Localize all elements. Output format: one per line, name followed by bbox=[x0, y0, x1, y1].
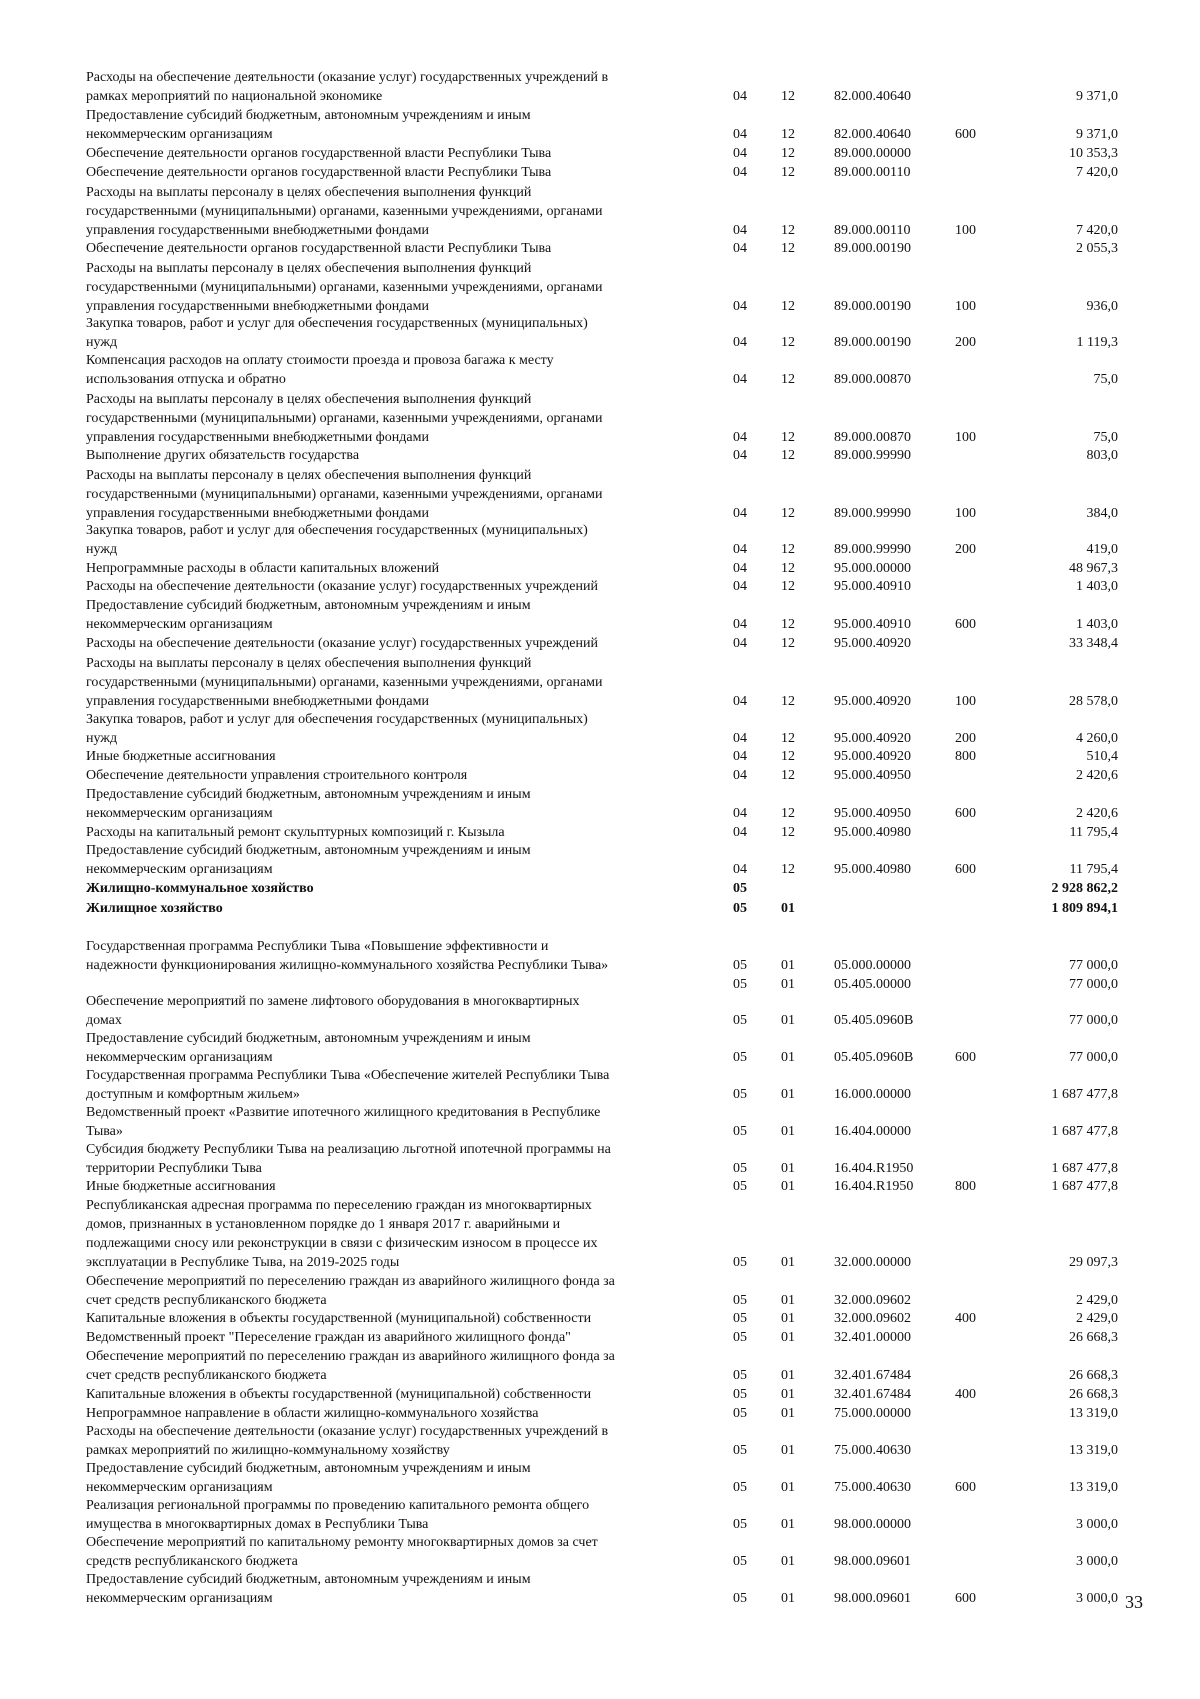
row-subsection-code: 01 bbox=[781, 1311, 795, 1326]
row-section-code: 04 bbox=[733, 579, 747, 594]
row-section-code: 05 bbox=[733, 977, 747, 992]
row-section-code: 05 bbox=[733, 1591, 747, 1606]
row-expense-type: 400 bbox=[955, 1387, 976, 1402]
row-target-article: 95.000.40980 bbox=[834, 862, 911, 877]
row-subsection-code: 01 bbox=[781, 1554, 795, 1569]
row-name: Иные бюджетные ассигнования bbox=[86, 749, 276, 764]
row-section-code: 04 bbox=[733, 89, 747, 104]
page-number: 33 bbox=[1125, 1592, 1143, 1612]
row-expense-type: 600 bbox=[955, 127, 976, 142]
row-section-code: 05 bbox=[733, 1443, 747, 1458]
row-section-code: 05 bbox=[733, 1255, 747, 1270]
row-expense-type: 800 bbox=[955, 1179, 976, 1194]
row-amount: 10 353,3 bbox=[1069, 146, 1118, 161]
row-section-code: 04 bbox=[733, 448, 747, 463]
row-name: Расходы на обеспечение деятельности (оказание услуг) государственных учреждений в рамках мероприятий по жилищно-коммунальному хозяйству bbox=[86, 1424, 609, 1458]
row-name: Обеспечение мероприятий по замене лифтового оборудования в многоквартирных домах bbox=[86, 994, 580, 1028]
row-section-code: 04 bbox=[733, 241, 747, 256]
row-amount: 13 319,0 bbox=[1069, 1443, 1118, 1458]
row-expense-type: 100 bbox=[955, 223, 976, 238]
row-target-article: 16.404.R1950 bbox=[834, 1161, 914, 1176]
row-amount: 77 000,0 bbox=[1069, 1050, 1118, 1065]
row-name: Капитальные вложения в объекты государственной (муниципальной) собственности bbox=[86, 1311, 592, 1326]
row-target-article: 82.000.40640 bbox=[834, 127, 911, 142]
row-section-code: 05 bbox=[733, 1124, 747, 1139]
row-name: Расходы на капитальный ремонт скульптурных композиций г. Кызыла bbox=[86, 825, 505, 840]
row-name: Предоставление субсидий бюджетным, автономным учреждениям и иным некоммерческим организациям bbox=[86, 598, 531, 632]
row-amount: 26 668,3 bbox=[1069, 1368, 1118, 1383]
row-target-article: 89.000.99990 bbox=[834, 448, 911, 463]
row-amount: 2 429,0 bbox=[1076, 1293, 1118, 1308]
row-section-code: 05 bbox=[733, 1480, 747, 1495]
row-expense-type: 600 bbox=[955, 806, 976, 821]
row-expense-type: 200 bbox=[955, 731, 976, 746]
row-subsection-code: 12 bbox=[781, 299, 795, 314]
row-expense-type: 100 bbox=[955, 506, 976, 521]
row-name: Закупка товаров, работ и услуг для обеспечения государственных (муниципальных) нужд bbox=[86, 523, 588, 557]
row-amount: 33 348,4 bbox=[1069, 636, 1118, 651]
row-subsection-code: 12 bbox=[781, 127, 795, 142]
row-target-article: 32.401.67484 bbox=[834, 1368, 911, 1383]
row-subsection-code: 01 bbox=[781, 1368, 795, 1383]
row-target-article: 89.000.00870 bbox=[834, 372, 911, 387]
row-amount: 7 420,0 bbox=[1076, 223, 1118, 238]
row-section-code: 05 bbox=[733, 1406, 747, 1421]
row-target-article: 32.000.09602 bbox=[834, 1311, 911, 1326]
row-subsection-code: 01 bbox=[781, 958, 795, 973]
row-subsection-code: 12 bbox=[781, 579, 795, 594]
row-name: Обеспечение деятельности органов государственной власти Республики Тыва bbox=[86, 146, 552, 161]
row-amount: 26 668,3 bbox=[1069, 1330, 1118, 1345]
row-section-code: 05 bbox=[733, 958, 747, 973]
row-section-code: 04 bbox=[733, 127, 747, 142]
row-amount: 2 420,6 bbox=[1076, 806, 1118, 821]
row-subsection-code: 01 bbox=[781, 901, 795, 916]
row-amount: 1 687 477,8 bbox=[1051, 1161, 1118, 1176]
row-subsection-code: 01 bbox=[781, 1161, 795, 1176]
row-expense-type: 100 bbox=[955, 430, 976, 445]
row-section-code: 05 bbox=[733, 881, 747, 896]
row-amount: 936,0 bbox=[1086, 299, 1118, 314]
row-expense-type: 600 bbox=[955, 1591, 976, 1606]
row-target-article: 75.000.40630 bbox=[834, 1480, 911, 1495]
row-expense-type: 200 bbox=[955, 335, 976, 350]
row-amount: 4 260,0 bbox=[1076, 731, 1118, 746]
row-target-article: 89.000.00190 bbox=[834, 335, 911, 350]
row-subsection-code: 12 bbox=[781, 617, 795, 632]
row-target-article: 05.000.00000 bbox=[834, 958, 911, 973]
row-subsection-code: 01 bbox=[781, 977, 795, 992]
row-target-article: 89.000.00190 bbox=[834, 299, 911, 314]
row-name: Ведомственный проект «Развитие ипотечного жилищного кредитования в Республике Тыва» bbox=[86, 1105, 601, 1139]
row-name: Обеспечение мероприятий по переселению граждан из аварийного жилищного фонда за счет средств республиканского бюджета bbox=[86, 1349, 615, 1383]
row-section-code: 04 bbox=[733, 165, 747, 180]
row-section-code: 04 bbox=[733, 862, 747, 877]
row-section-code: 05 bbox=[733, 1387, 747, 1402]
row-subsection-code: 01 bbox=[781, 1293, 795, 1308]
row-subsection-code: 12 bbox=[781, 636, 795, 651]
row-amount: 11 795,4 bbox=[1069, 862, 1118, 877]
row-name: Предоставление субсидий бюджетным, автономным учреждениям и иным некоммерческим организациям bbox=[86, 1031, 531, 1065]
row-name: Расходы на обеспечение деятельности (оказание услуг) государственных учреждений в рамках мероприятий по национальной экономике bbox=[86, 70, 609, 104]
row-target-article: 05.405.0960В bbox=[834, 1013, 914, 1028]
row-name: Предоставление субсидий бюджетным, автономным учреждениям и иным некоммерческим организациям bbox=[86, 843, 531, 877]
row-section-code: 04 bbox=[733, 806, 747, 821]
row-subsection-code: 12 bbox=[781, 731, 795, 746]
row-name: Расходы на обеспечение деятельности (оказание услуг) государственных учреждений bbox=[86, 636, 598, 651]
row-name: Предоставление субсидий бюджетным, автономным учреждениям и иным некоммерческим организациям bbox=[86, 1572, 531, 1606]
row-section-code: 05 bbox=[733, 1050, 747, 1065]
row-target-article: 95.000.40950 bbox=[834, 806, 911, 821]
row-subsection-code: 12 bbox=[781, 89, 795, 104]
row-amount: 1 403,0 bbox=[1076, 617, 1118, 632]
row-section-code: 04 bbox=[733, 617, 747, 632]
row-amount: 2 420,6 bbox=[1076, 768, 1118, 783]
row-subsection-code: 01 bbox=[781, 1591, 795, 1606]
row-subsection-code: 01 bbox=[781, 1087, 795, 1102]
row-target-article: 89.000.99990 bbox=[834, 506, 911, 521]
row-amount: 26 668,3 bbox=[1069, 1387, 1118, 1402]
row-expense-type: 600 bbox=[955, 617, 976, 632]
row-name: Жилищное хозяйство bbox=[86, 901, 223, 916]
row-subsection-code: 01 bbox=[781, 1443, 795, 1458]
row-section-code: 05 bbox=[733, 1161, 747, 1176]
row-section-code: 04 bbox=[733, 506, 747, 521]
row-name: Выполнение других обязательств государства bbox=[86, 448, 360, 463]
row-amount: 803,0 bbox=[1086, 448, 1118, 463]
row-amount: 1 687 477,8 bbox=[1051, 1087, 1118, 1102]
row-section-code: 04 bbox=[733, 561, 747, 576]
row-subsection-code: 12 bbox=[781, 862, 795, 877]
row-amount: 28 578,0 bbox=[1069, 694, 1118, 709]
row-target-article: 16.404.00000 bbox=[834, 1124, 911, 1139]
row-name: Республиканская адресная программа по переселению граждан из многоквартирных домов, признанных в установленном порядке до 1 января 2017 г. аварийными и подлежащими сносу или реконструкции в связи с физическим износом в процессе их эксплуатации в Республике Тыва, на 2019-2025 годы bbox=[86, 1198, 598, 1270]
row-amount: 1 809 894,1 bbox=[1051, 901, 1118, 916]
row-subsection-code: 12 bbox=[781, 372, 795, 387]
row-target-article: 32.000.00000 bbox=[834, 1255, 911, 1270]
row-target-article: 95.000.40920 bbox=[834, 731, 911, 746]
row-name: Расходы на выплаты персоналу в целях обеспечения выполнения функций государственными (муниципальными) органами, казенными учреждениями, органами управления государственными внебюджетными фондами bbox=[86, 261, 603, 314]
row-amount: 510,4 bbox=[1086, 749, 1118, 764]
row-target-article: 89.000.99990 bbox=[834, 542, 911, 557]
row-section-code: 04 bbox=[733, 731, 747, 746]
row-subsection-code: 12 bbox=[781, 506, 795, 521]
row-amount: 77 000,0 bbox=[1069, 1013, 1118, 1028]
row-amount: 2 928 862,2 bbox=[1051, 881, 1118, 896]
row-section-code: 04 bbox=[733, 223, 747, 238]
row-subsection-code: 12 bbox=[781, 806, 795, 821]
row-subsection-code: 01 bbox=[781, 1480, 795, 1495]
row-name: Государственная программа Республики Тыва «Повышение эффективности и надежности функционирования жилищно-коммунального хозяйства Республики Тыва» bbox=[86, 939, 609, 973]
row-section-code: 04 bbox=[733, 636, 747, 651]
row-expense-type: 100 bbox=[955, 694, 976, 709]
row-section-code: 04 bbox=[733, 825, 747, 840]
row-subsection-code: 12 bbox=[781, 448, 795, 463]
row-subsection-code: 01 bbox=[781, 1124, 795, 1139]
row-subsection-code: 12 bbox=[781, 768, 795, 783]
row-target-article: 98.000.09601 bbox=[834, 1591, 911, 1606]
row-target-article: 95.000.40910 bbox=[834, 579, 911, 594]
row-target-article: 95.000.40920 bbox=[834, 694, 911, 709]
row-subsection-code: 01 bbox=[781, 1179, 795, 1194]
row-subsection-code: 12 bbox=[781, 561, 795, 576]
row-subsection-code: 12 bbox=[781, 694, 795, 709]
row-expense-type: 600 bbox=[955, 1480, 976, 1495]
row-name: Расходы на выплаты персоналу в целях обеспечения выполнения функций государственными (муниципальными) органами, казенными учреждениями, органами управления государственными внебюджетными фондами bbox=[86, 656, 603, 709]
row-name: Предоставление субсидий бюджетным, автономным учреждениям и иным некоммерческим организациям bbox=[86, 108, 531, 142]
row-amount: 3 000,0 bbox=[1076, 1591, 1118, 1606]
row-target-article: 89.000.00110 bbox=[834, 165, 911, 180]
row-section-code: 05 bbox=[733, 1087, 747, 1102]
row-name: Закупка товаров, работ и услуг для обеспечения государственных (муниципальных) нужд bbox=[86, 712, 588, 746]
row-expense-type: 400 bbox=[955, 1311, 976, 1326]
row-amount: 2 429,0 bbox=[1076, 1311, 1118, 1326]
row-name: Расходы на выплаты персоналу в целях обеспечения выполнения функций государственными (муниципальными) органами, казенными учреждениями, органами управления государственными внебюджетными фондами bbox=[86, 392, 603, 445]
row-subsection-code: 12 bbox=[781, 335, 795, 350]
row-target-article: 32.401.00000 bbox=[834, 1330, 911, 1345]
row-subsection-code: 12 bbox=[781, 165, 795, 180]
row-subsection-code: 01 bbox=[781, 1255, 795, 1270]
row-expense-type: 100 bbox=[955, 299, 976, 314]
row-amount: 75,0 bbox=[1093, 372, 1118, 387]
row-target-article: 16.000.00000 bbox=[834, 1087, 911, 1102]
row-amount: 384,0 bbox=[1086, 506, 1118, 521]
row-expense-type: 800 bbox=[955, 749, 976, 764]
row-amount: 29 097,3 bbox=[1069, 1255, 1118, 1270]
row-target-article: 32.000.09602 bbox=[834, 1293, 911, 1308]
row-amount: 1 687 477,8 bbox=[1051, 1124, 1118, 1139]
row-section-code: 04 bbox=[733, 299, 747, 314]
row-target-article: 95.000.40920 bbox=[834, 636, 911, 651]
row-amount: 9 371,0 bbox=[1076, 127, 1118, 142]
row-subsection-code: 01 bbox=[781, 1406, 795, 1421]
row-name: Предоставление субсидий бюджетным, автономным учреждениям и иным некоммерческим организациям bbox=[86, 1461, 531, 1495]
row-name: Предоставление субсидий бюджетным, автономным учреждениям и иным некоммерческим организациям bbox=[86, 787, 531, 821]
row-amount: 1 119,3 bbox=[1076, 335, 1118, 350]
row-expense-type: 200 bbox=[955, 542, 976, 557]
row-target-article: 05.405.00000 bbox=[834, 977, 911, 992]
row-section-code: 04 bbox=[733, 372, 747, 387]
row-section-code: 05 bbox=[733, 1311, 747, 1326]
row-name: Ведомственный проект "Переселение граждан из аварийного жилищного фонда" bbox=[86, 1330, 571, 1345]
row-target-article: 98.000.09601 bbox=[834, 1554, 911, 1569]
row-name: Государственная программа Республики Тыва «Обеспечение жителей Республики Тыва доступным и комфортным жильем» bbox=[86, 1068, 610, 1102]
row-target-article: 32.401.67484 bbox=[834, 1387, 911, 1402]
row-subsection-code: 01 bbox=[781, 1517, 795, 1532]
row-name: Обеспечение деятельности органов государственной власти Республики Тыва bbox=[86, 165, 552, 180]
row-name: Субсидия бюджету Республики Тыва на реализацию льготной ипотечной программы на территории Республики Тыва bbox=[86, 1142, 611, 1176]
row-amount: 1 403,0 bbox=[1076, 579, 1118, 594]
row-target-article: 16.404.R1950 bbox=[834, 1179, 914, 1194]
row-amount: 13 319,0 bbox=[1069, 1406, 1118, 1421]
row-section-code: 05 bbox=[733, 1554, 747, 1569]
row-subsection-code: 01 bbox=[781, 1387, 795, 1402]
row-name: Непрограммные расходы в области капитальных вложений bbox=[86, 561, 440, 576]
row-name: Иные бюджетные ассигнования bbox=[86, 1179, 276, 1194]
row-target-article: 98.000.00000 bbox=[834, 1517, 911, 1532]
row-name: Капитальные вложения в объекты государственной (муниципальной) собственности bbox=[86, 1387, 592, 1402]
row-subsection-code: 12 bbox=[781, 749, 795, 764]
row-amount: 11 795,4 bbox=[1069, 825, 1118, 840]
row-section-code: 04 bbox=[733, 542, 747, 557]
row-target-article: 89.000.00110 bbox=[834, 223, 911, 238]
row-section-code: 05 bbox=[733, 1179, 747, 1194]
row-target-article: 75.000.00000 bbox=[834, 1406, 911, 1421]
row-amount: 75,0 bbox=[1093, 430, 1118, 445]
row-name: Компенсация расходов на оплату стоимости проезда и провоза багажа к месту использования отпуска и обратно bbox=[86, 353, 554, 387]
row-target-article: 89.000.00000 bbox=[834, 146, 911, 161]
row-subsection-code: 01 bbox=[781, 1330, 795, 1345]
row-name: Расходы на выплаты персоналу в целях обеспечения выполнения функций государственными (муниципальными) органами, казенными учреждениями, органами управления государственными внебюджетными фондами bbox=[86, 468, 603, 521]
row-subsection-code: 01 bbox=[781, 1013, 795, 1028]
row-expense-type: 600 bbox=[955, 862, 976, 877]
row-target-article: 89.000.00870 bbox=[834, 430, 911, 445]
row-section-code: 05 bbox=[733, 1368, 747, 1383]
row-subsection-code: 12 bbox=[781, 825, 795, 840]
row-amount: 13 319,0 bbox=[1069, 1480, 1118, 1495]
row-section-code: 05 bbox=[733, 1330, 747, 1345]
row-amount: 1 687 477,8 bbox=[1051, 1179, 1118, 1194]
row-section-code: 04 bbox=[733, 335, 747, 350]
row-amount: 3 000,0 bbox=[1076, 1517, 1118, 1532]
row-name: Закупка товаров, работ и услуг для обеспечения государственных (муниципальных) нужд bbox=[86, 316, 588, 350]
row-target-article: 89.000.00190 bbox=[834, 241, 911, 256]
row-target-article: 95.000.40920 bbox=[834, 749, 911, 764]
row-target-article: 05.405.0960В bbox=[834, 1050, 914, 1065]
row-section-code: 04 bbox=[733, 694, 747, 709]
row-section-code: 05 bbox=[733, 1293, 747, 1308]
row-subsection-code: 12 bbox=[781, 241, 795, 256]
row-subsection-code: 01 bbox=[781, 1050, 795, 1065]
row-amount: 9 371,0 bbox=[1076, 89, 1118, 104]
row-target-article: 95.000.00000 bbox=[834, 561, 911, 576]
row-amount: 48 967,3 bbox=[1069, 561, 1118, 576]
row-name: Обеспечение мероприятий по капитальному ремонту многоквартирных домов за счет средств республиканского бюджета bbox=[86, 1535, 598, 1569]
row-section-code: 04 bbox=[733, 749, 747, 764]
row-amount: 3 000,0 bbox=[1076, 1554, 1118, 1569]
row-name: Непрограммное направление в области жилищно-коммунального хозяйства bbox=[86, 1406, 539, 1421]
row-target-article: 95.000.40950 bbox=[834, 768, 911, 783]
row-name: Расходы на выплаты персоналу в целях обеспечения выполнения функций государственными (муниципальными) органами, казенными учреждениями, органами управления государственными внебюджетными фондами bbox=[86, 185, 603, 238]
row-amount: 77 000,0 bbox=[1069, 958, 1118, 973]
row-section-code: 04 bbox=[733, 146, 747, 161]
row-section-code: 05 bbox=[733, 1013, 747, 1028]
row-subsection-code: 12 bbox=[781, 146, 795, 161]
row-name: Обеспечение деятельности управления строительного контроля bbox=[86, 768, 468, 783]
row-name: Жилищно-коммунальное хозяйство bbox=[86, 881, 314, 896]
row-name: Расходы на обеспечение деятельности (оказание услуг) государственных учреждений bbox=[86, 579, 598, 594]
row-target-article: 95.000.40910 bbox=[834, 617, 911, 632]
row-target-article: 75.000.40630 bbox=[834, 1443, 911, 1458]
row-subsection-code: 12 bbox=[781, 430, 795, 445]
row-amount: 77 000,0 bbox=[1069, 977, 1118, 992]
row-amount: 2 055,3 bbox=[1076, 241, 1118, 256]
row-amount: 419,0 bbox=[1086, 542, 1118, 557]
row-subsection-code: 12 bbox=[781, 542, 795, 557]
row-section-code: 05 bbox=[733, 1517, 747, 1532]
row-name: Обеспечение деятельности органов государственной власти Республики Тыва bbox=[86, 241, 552, 256]
row-subsection-code: 12 bbox=[781, 223, 795, 238]
row-name: Обеспечение мероприятий по переселению граждан из аварийного жилищного фонда за счет средств республиканского бюджета bbox=[86, 1274, 615, 1308]
row-section-code: 04 bbox=[733, 430, 747, 445]
row-amount: 7 420,0 bbox=[1076, 165, 1118, 180]
row-section-code: 04 bbox=[733, 768, 747, 783]
row-target-article: 82.000.40640 bbox=[834, 89, 911, 104]
row-section-code: 05 bbox=[733, 901, 747, 916]
row-expense-type: 600 bbox=[955, 1050, 976, 1065]
row-target-article: 95.000.40980 bbox=[834, 825, 911, 840]
row-name: Реализация региональной программы по проведению капитального ремонта общего имущества в многоквартирных домах в Республики Тыва bbox=[86, 1498, 590, 1532]
